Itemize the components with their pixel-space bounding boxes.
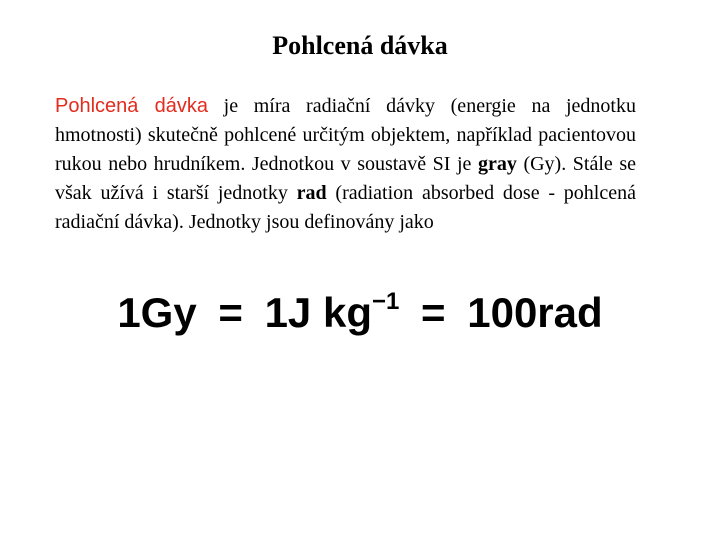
paragraph-text-3: (radiation absorbed dose - pohlcená radiační dávka). Jednotky jsou definovány jako: [55, 182, 636, 233]
paragraph-text-2: (Gy). Stále se však užívá i starší jednotky: [55, 153, 636, 204]
equals-sign-1: =: [218, 289, 243, 336]
definition-paragraph: [55, 92, 636, 237]
equation-rhs: 100rad: [467, 289, 603, 336]
equation-lhs: 1Gy: [117, 289, 197, 336]
equals-sign-2: =: [421, 289, 446, 336]
paragraph-text-1: je míra radiační dávky (energie na jednotku hmotnosti) skutečně pohlcené určitým objektem, například pacientovou rukou nebo hrudníkem. Jednotkou v soustavě SI je: [55, 95, 636, 175]
unit-rad: rad: [296, 182, 327, 204]
slide-title: Pohlcená dávka: [272, 31, 448, 60]
unit-equation: [0, 282, 720, 344]
equation-exponent: −1: [371, 288, 400, 315]
highlighted-term: Pohlcená dávka: [55, 95, 208, 117]
equation-middle: [265, 289, 400, 336]
unit-gray: gray: [478, 153, 517, 175]
equation-middle-base: 1J kg: [264, 289, 372, 336]
